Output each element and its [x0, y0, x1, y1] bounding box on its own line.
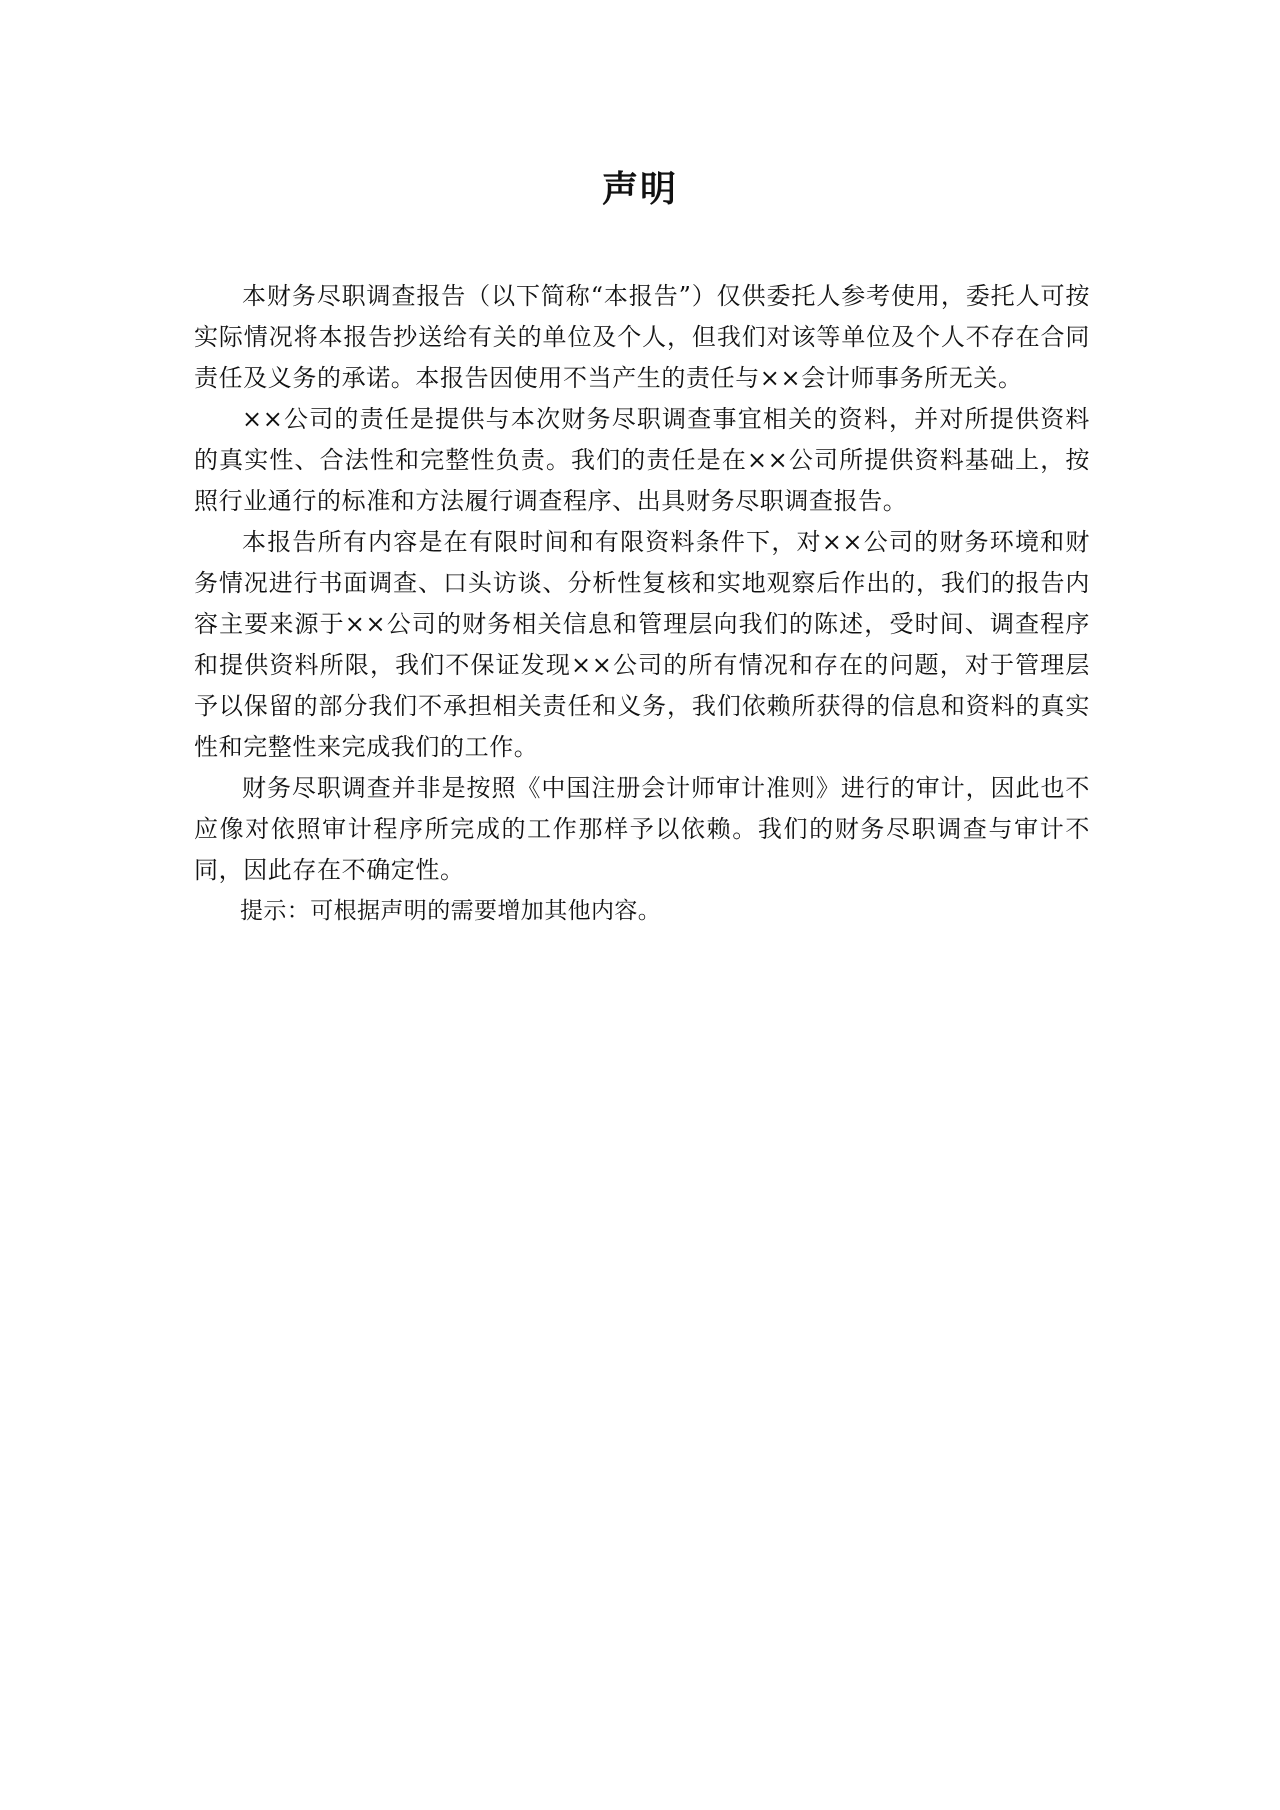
paragraph-4: 财务尽职调查并非是按照《中国注册会计师审计准则》进行的审计，因此也不应像对依照审计程序所完成的工作那样予以依赖。我们的财务尽职调查与审计不同，因此存在不确定性。: [194, 774, 1090, 884]
paragraph-2: ××公司的责任是提供与本次财务尽职调查事宜相关的资料，并对所提供资料的真实性、合法性和完整性负责。我们的责任是在××公司所提供资料基础上，按照行业通行的标准和方法履行调查程序、出具财务尽职调查报告。: [194, 405, 1090, 515]
tip-note: 提示：可根据声明的需要增加其他内容。: [240, 898, 662, 924]
paragraph-1: 本财务尽职调查报告（以下简称“本报告”）仅供委托人参考使用，委托人可按实际情况将本报告抄送给有关的单位及个人，但我们对该等单位及个人不存在合同责任及义务的承诺。本报告因使用不当产生的责任与××会计师事务所无关。: [194, 282, 1090, 392]
paragraph-3: 本报告所有内容是在有限时间和有限资料条件下，对××公司的财务环境和财务情况进行书面调查、口头访谈、分析性复核和实地观察后作出的，我们的报告内容主要来源于××公司的财务相关信息和管理层向我们的陈述，受时间、调查程序和提供资料所限，我们不保证发现××公司的所有情况和存在的问题，对于管理层予以保留的部分我们不承担相关责任和义务，我们依赖所获得的信息和资料的真实性和完整性来完成我们的工作。: [194, 528, 1090, 761]
page-title: 声明: [601, 169, 678, 210]
document-body: [194, 276, 1090, 932]
